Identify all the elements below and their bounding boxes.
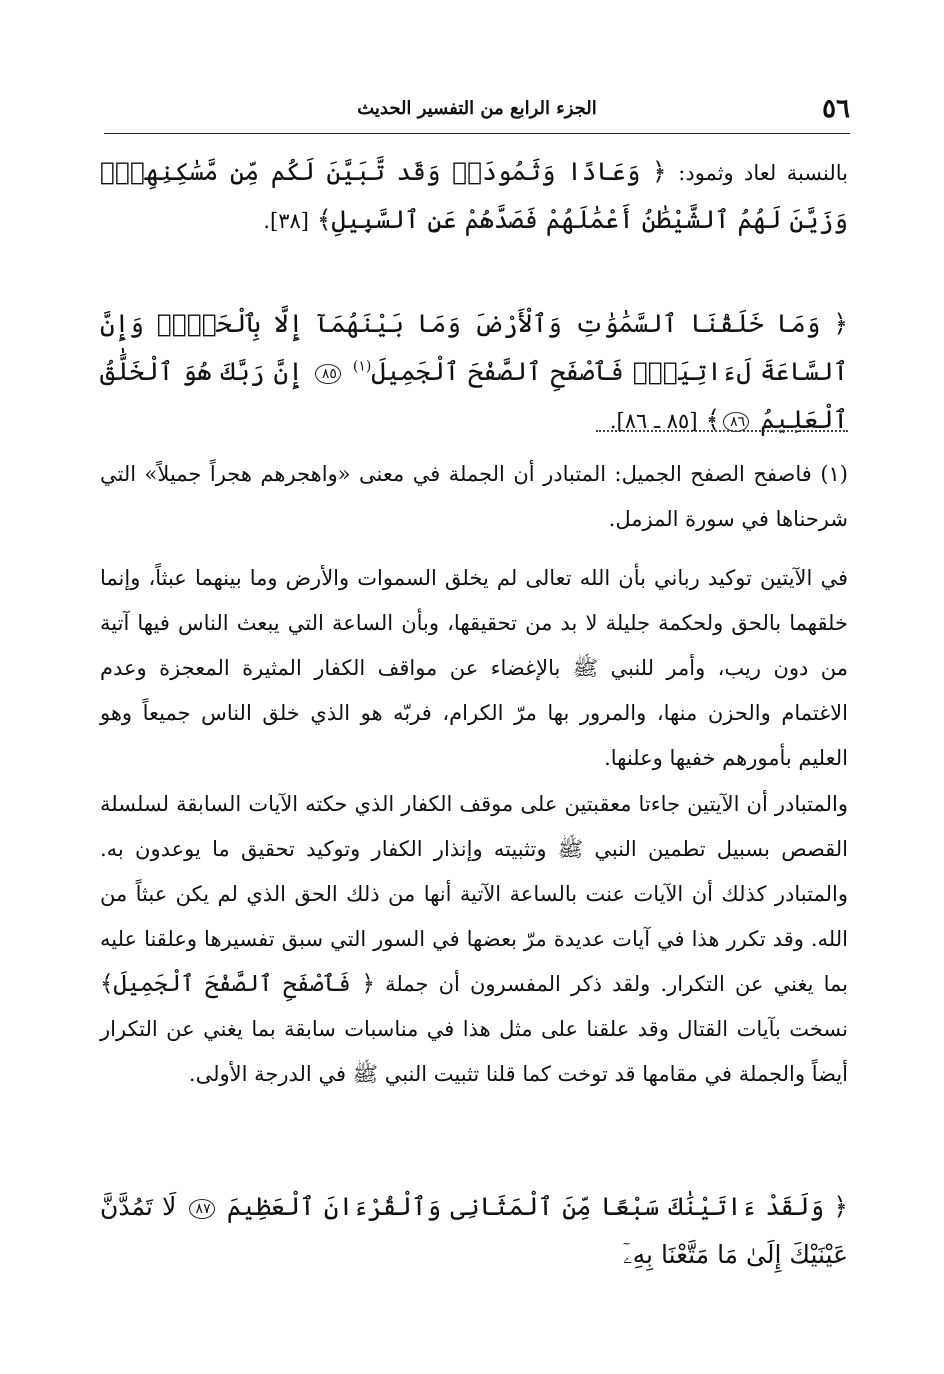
header-rule — [104, 133, 850, 134]
intro-verse-ref: [٣٨]. — [263, 209, 309, 233]
verse-number-87-marker: ٨٧ — [189, 1199, 215, 1219]
paragraph-2-part-2: نسخت بآيات القتال وقد علقنا على مثل هذا في مناسبات سابقة بما يغني عن التكرار أيضاً والجملة في مقامها قد توخت كما قلنا تثبيت النبي ﷺ في الدرجة الأولى. — [100, 1017, 848, 1086]
inline-verse: ﴿ فَٱصْفَحِ ٱلصَّفْحَ ٱلْجَمِيلَ﴾ — [100, 971, 375, 997]
intro-prefix: بالنسبة لعاد وثمود: — [678, 161, 849, 185]
footnote-reference[interactable]: (١) — [352, 358, 372, 375]
verse-ref: [٨٥ ـ ٨٦]. — [609, 409, 698, 433]
footnote-separator — [596, 430, 848, 432]
verse-86-text: إِنَّ رَبَّكَ هُوَ ٱلْخَلَّٰقُ ٱلْعَلِيمُ — [100, 357, 848, 434]
verse-88-text: لَا تَمُدَّنَّ عَيْنَيْكَ إِلَىٰ مَا مَتَّعْنَا بِهِۦٓ — [100, 1192, 848, 1269]
footnote: (١) فاصفح الصفح الجميل: المتبادر أن الجملة في معنى «واهجرهم هجراً جميلاً» التي شرحناها في سورة المزمل. — [100, 462, 848, 531]
verse-number-86-marker: ٨٦ — [723, 412, 749, 432]
commentary-paragraph-1: في الآيتين توكيد رباني بأن الله تعالى لم يخلق السموات والأرض وما بينهما عبثاً، وإنما خلقهما بالحق ولحكمة جليلة لا بد من تحقيقها، وبأن الساعة التي يبعث الناس فيها آتية من دون ريب، وأمر للنبي ﷺ بالإغضاء عن مواقف الكفار المثيرة المعجزة وعدم الاغتمام والحزن منها، والمرور بها مرّ الكرام، فربّه هو الذي خلق الناس جميعاً وهو العليم بأمورهم خفيها وعلنها. — [100, 566, 848, 770]
quran-verse-87-88 — [100, 1183, 848, 1279]
quran-verse-85-86 — [100, 300, 848, 444]
verse-close-bracket: ﴾ — [705, 405, 721, 434]
page-header — [104, 92, 850, 126]
paragraph-2-part-1: والمتبادر أن الآيتين جاءتا معقبتين على موقف الكفار الذي حكته الآيات السابقة لسلسلة القصص بسبيل تطمين النبي ﷺ وتثبيته وإنذار الكفار وتوكيد تحقيق ما يوعدون به. والمتبادر كذلك أن الآيات عنت بالساعة الآتية أنها من ذلك الحق الذي لم يكن عبثاً من الله. وقد تكرر هذا في آيات عديدة مرّ بعضها في السور التي سبق تفسيرها وعلقنا عليه بما يغني عن التكرار. ولقد ذكر المفسرون أن جملة — [100, 792, 848, 996]
verse-85-text: ﴿ وَمَا خَلَقْنَا ٱلسَّمَٰوَٰتِ وَٱلْأَرْضَ وَمَا بَيْنَهُمَآ إِلَّا بِٱلْحَقِّۗ وَإِنَّ ٱلسَّاعَةَ لَءَاتِيَةٌۖ فَٱصْفَحِ ٱلصَّفْحَ ٱلْجَمِيلَ — [100, 309, 848, 386]
intro-verse: ﴿ وَعَادًا وَثَمُودَا۟ وَقَد تَّبَيَّنَ لَكُم مِّن مَّسَٰكِنِهِمْۖ وَزَيَّنَ لَهُمُ ٱلشَّيْطَٰنُ أَعْمَٰلَهُمْ فَصَدَّهُمْ عَنِ ٱلسَّبِيلِ﴾ — [100, 157, 848, 234]
verse-87-text: ﴿ وَلَقَدْ ءَاتَيْنَٰكَ سَبْعًا مِّنَ ٱلْمَثَانِى وَٱلْقُرْءَانَ ٱلْعَظِيمَ — [226, 1192, 848, 1221]
commentary-paragraph-2 — [100, 782, 848, 1097]
page-number: ٥٦ — [822, 94, 850, 124]
running-title: الجزء الرابع من التفسير الحديث — [357, 98, 597, 119]
intro-verse-paragraph — [100, 148, 848, 244]
verse-number-85-marker: ٨٥ — [315, 364, 341, 384]
